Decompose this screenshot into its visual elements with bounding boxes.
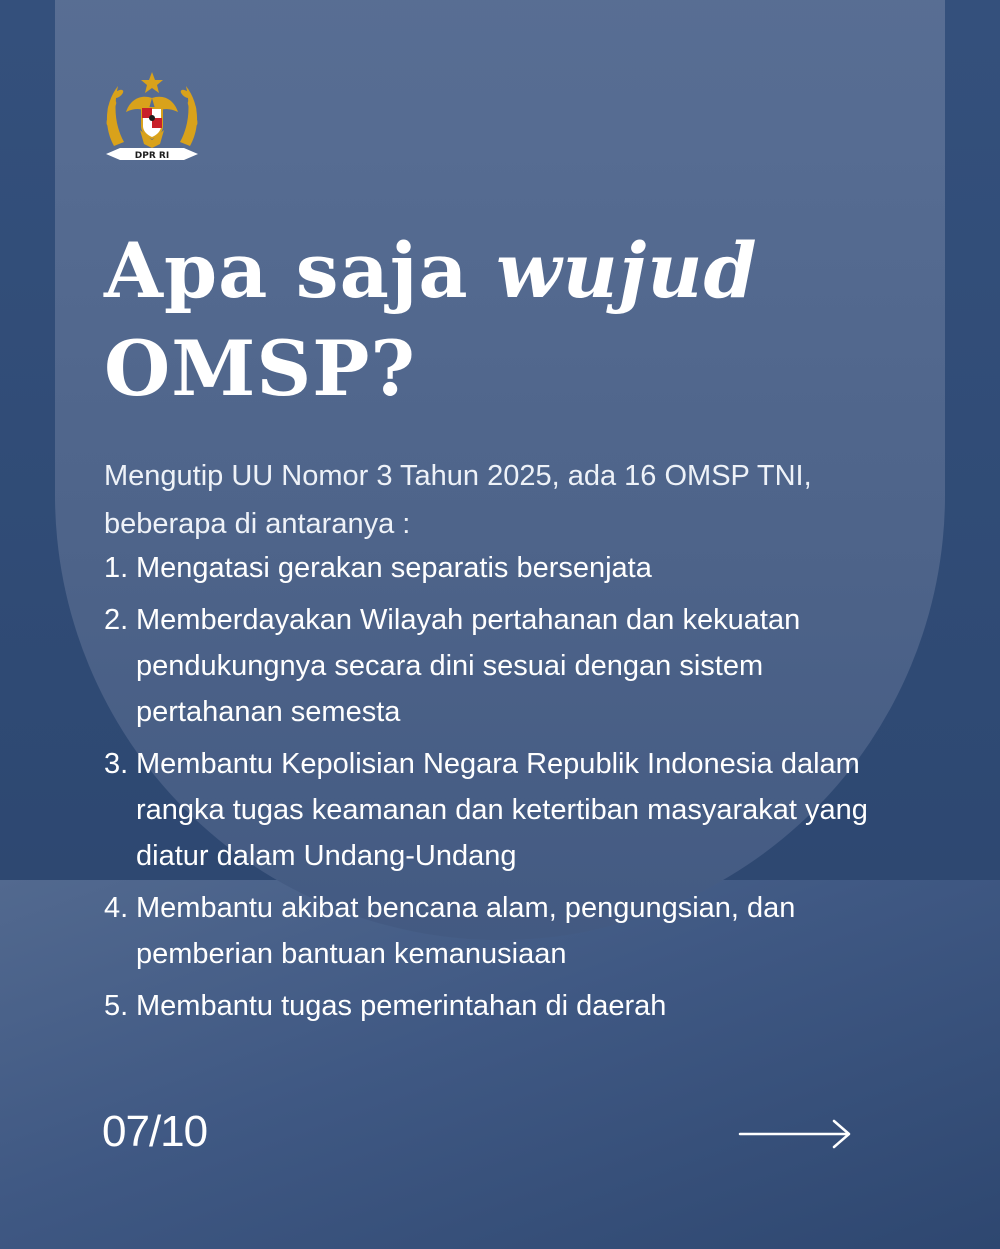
title-line1-italic: wujud [496,226,758,315]
list-item-number: 3. [104,748,129,780]
page-title [104,222,904,418]
title-line1-plain: Apa saja [104,226,497,315]
list-item [104,885,884,977]
intro-text [104,452,884,548]
list-item-text: Membantu Kepolisian Negara Republik Indonesia dalam rangka tugas keamanan dan ketertiban masyarakat yang diatur dalam Undang-Undang [136,748,868,872]
arrow-right-icon[interactable] [738,1118,854,1150]
page-counter: 07/10 [102,1107,208,1156]
list-item [104,741,884,879]
list-item-text: Membantu akibat bencana alam, pengungsian, dan pemberian bantuan kemanusiaan [136,892,796,970]
list-item-text: Memberdayakan Wilayah pertahanan dan kekuatan pendukungnya secara dini sesuai dengan sistem pertahanan semesta [136,604,801,728]
list-item-number: 1. [104,552,129,584]
intro-line1: Mengutip UU Nomor 3 Tahun 2025, ada 16 OMSP TNI, [104,460,812,492]
list-item [104,545,884,591]
dpr-ri-emblem-icon [100,68,204,168]
list-item [104,597,884,735]
list-item-number: 5. [104,990,129,1022]
omsp-list [104,545,884,1035]
list-item [104,983,884,1029]
list-item-number: 2. [104,604,129,636]
title-line2: OMSP? [104,324,416,413]
logo-text: DPR RI [134,151,170,161]
list-item-text: Mengatasi gerakan separatis bersenjata [136,552,652,584]
list-item-text: Membantu tugas pemerintahan di daerah [136,990,667,1022]
list-item-number: 4. [104,892,129,924]
intro-line2: beberapa di antaranya : [104,508,411,540]
